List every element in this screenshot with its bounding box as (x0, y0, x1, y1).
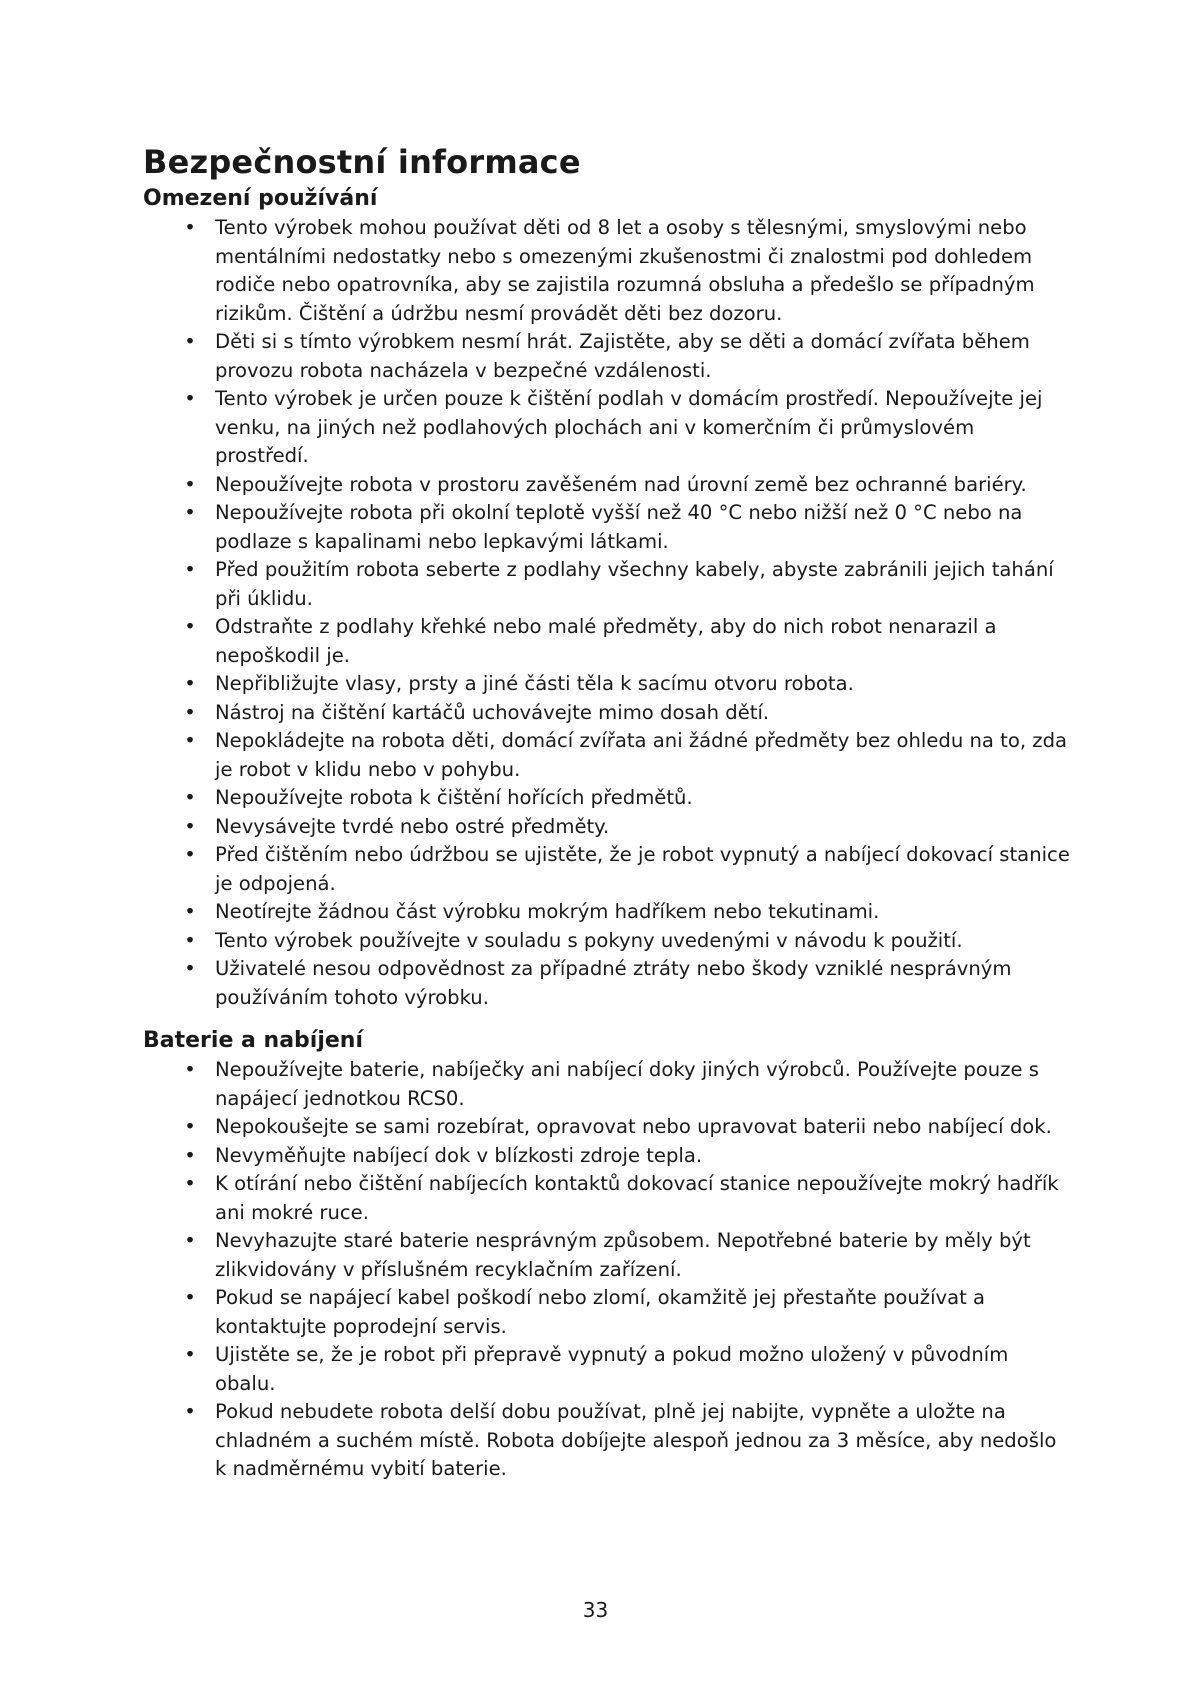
list-item: • Nevyhazujte staré baterie nesprávným způsobem. Nepotřebné baterie by měly být zlikvidovány v příslušném recyklačním zařízení. (184, 1229, 1031, 1281)
bullet-icon: • (184, 1115, 196, 1138)
list-item: • Před použitím robota seberte z podlahy všechny kabely, abyste zabránili jejich tahání při úklidu. (184, 558, 1054, 610)
bullet-icon: • (184, 957, 196, 980)
usage-restrictions-list (143, 214, 1073, 1012)
bullet-icon: • (184, 843, 196, 866)
bullet-icon: • (184, 672, 196, 695)
list-item: • Uživatelé nesou odpovědnost za případné ztráty nebo škody vzniklé nesprávným používáním tohoto výrobku. (184, 957, 1012, 1009)
list-item: • Tento výrobek mohou používat děti od 8 let a osoby s tělesnými, smyslovými nebo mentálními nedostatky nebo s omezenými zkušenostmi či znalostmi pod dohledem rodiče nebo opatrovníka, aby se zajistila rozumná obsluha a předešlo se případným rizikům. Čištění a údržbu nesmí provádět děti bez dozoru. (184, 216, 1035, 325)
battery-charging-list (143, 1056, 1073, 1484)
bullet-icon: • (184, 1400, 196, 1423)
list-item: • Děti si s tímto výrobkem nesmí hrát. Zajistěte, aby se děti a domácí zvířata během provozu robota nacházela v bezpečné vzdálenosti. (184, 330, 1030, 382)
list-item: • Nepoužívejte robota při okolní teplotě vyšší než 40 °C nebo nižší než 0 °C nebo na podlaze s kapalinami nebo lepkavými látkami. (184, 501, 1023, 553)
list-item: • Ujistěte se, že je robot při přepravě vypnutý a pokud možno uložený v původním obalu. (184, 1343, 1009, 1395)
list-item: • Před čištěním nebo údržbou se ujistěte, že je robot vypnutý a nabíjecí dokovací stanice je odpojená. (184, 843, 1070, 895)
bullet-icon: • (184, 700, 196, 724)
bullet-icon: • (184, 387, 196, 410)
section-heading-battery-charging: Baterie a nabíjení (143, 1028, 363, 1053)
bullet-icon: • (184, 558, 196, 581)
bullet-icon: • (184, 900, 196, 923)
bullet-icon: • (184, 1143, 196, 1167)
bullet-icon: • (184, 330, 196, 353)
list-item: • Nepokládejte na robota děti, domácí zvířata ani žádné předměty bez ohledu na to, zda je robot v klidu nebo v pohybu. (184, 729, 1068, 781)
bullet-icon: • (184, 729, 196, 752)
section-heading-usage-restrictions: Omezení používání (143, 186, 378, 211)
list-item: • Tento výrobek je určen pouze k čištění podlah v domácím prostředí. Nepoužívejte jej venku, na jiných než podlahových plochách ani v komerčním či průmyslovém prostředí. (184, 387, 1043, 467)
list-item: • Nástroj na čištění kartáčů uchovávejte mimo dosah dětí. (143, 699, 1073, 728)
list-item: • Pokud se napájecí kabel poškodí nebo zlomí, okamžitě jej přestaňte používat a kontaktujte poprodejní servis. (184, 1286, 986, 1338)
bullet-icon: • (184, 472, 196, 496)
bullet-icon: • (184, 928, 196, 952)
bullet-icon: • (184, 615, 196, 638)
bullet-icon: • (184, 1172, 196, 1195)
list-item: • Nepoužívejte baterie, nabíječky ani nabíjecí doky jiných výrobců. Používejte pouze s napájecí jednotkou RCS0. (184, 1058, 1039, 1110)
bullet-icon: • (184, 501, 196, 524)
bullet-icon: • (184, 1286, 196, 1309)
bullet-icon: • (184, 1229, 196, 1252)
list-item: • Tento výrobek používejte v souladu s pokyny uvedenými v návodu k použití. (143, 927, 1073, 956)
list-item: • Nevysávejte tvrdé nebo ostré předměty. (143, 813, 1073, 842)
page-title: Bezpečnostní informace (143, 143, 581, 181)
list-item: • Nepoužívejte robota v prostoru zavěšeném nad úrovní země bez ochranné bariéry. (143, 471, 1073, 500)
list-item: • Neotírejte žádnou část výrobku mokrým hadříkem nebo tekutinami. (143, 898, 1073, 927)
page-number: 33 (582, 1598, 609, 1622)
bullet-icon: • (184, 1058, 196, 1081)
bullet-icon: • (184, 786, 196, 809)
bullet-icon: • (184, 814, 196, 838)
list-item: • Nepřibližujte vlasy, prsty a jiné části těla k sacímu otvoru robota. (143, 670, 1073, 699)
list-item: • Nepoužívejte robota k čištění hořících předmětů. (143, 784, 1073, 813)
list-item: • Pokud nebudete robota delší dobu používat, plně jej nabijte, vypněte a uložte na chladném a suchém místě. Robota dobíjejte alespoň jednou za 3 měsíce, aby nedošlo k nadměrnému vybití baterie. (184, 1400, 1057, 1480)
bullet-icon: • (184, 216, 196, 239)
list-item: • K otírání nebo čištění nabíjecích kontaktů dokovací stanice nepoužívejte mokrý hadřík ani mokré ruce. (184, 1172, 1059, 1224)
page-content (143, 140, 1073, 1484)
list-item: • Nevyměňujte nabíjecí dok v blízkosti zdroje tepla. (143, 1142, 1073, 1171)
list-item: • Odstraňte z podlahy křehké nebo malé předměty, aby do nich robot nenarazil a nepoškodil je. (184, 615, 997, 667)
bullet-icon: • (184, 1343, 196, 1366)
list-item: • Nepokoušejte se sami rozebírat, opravovat nebo upravovat baterii nebo nabíjecí dok. (143, 1113, 1073, 1142)
